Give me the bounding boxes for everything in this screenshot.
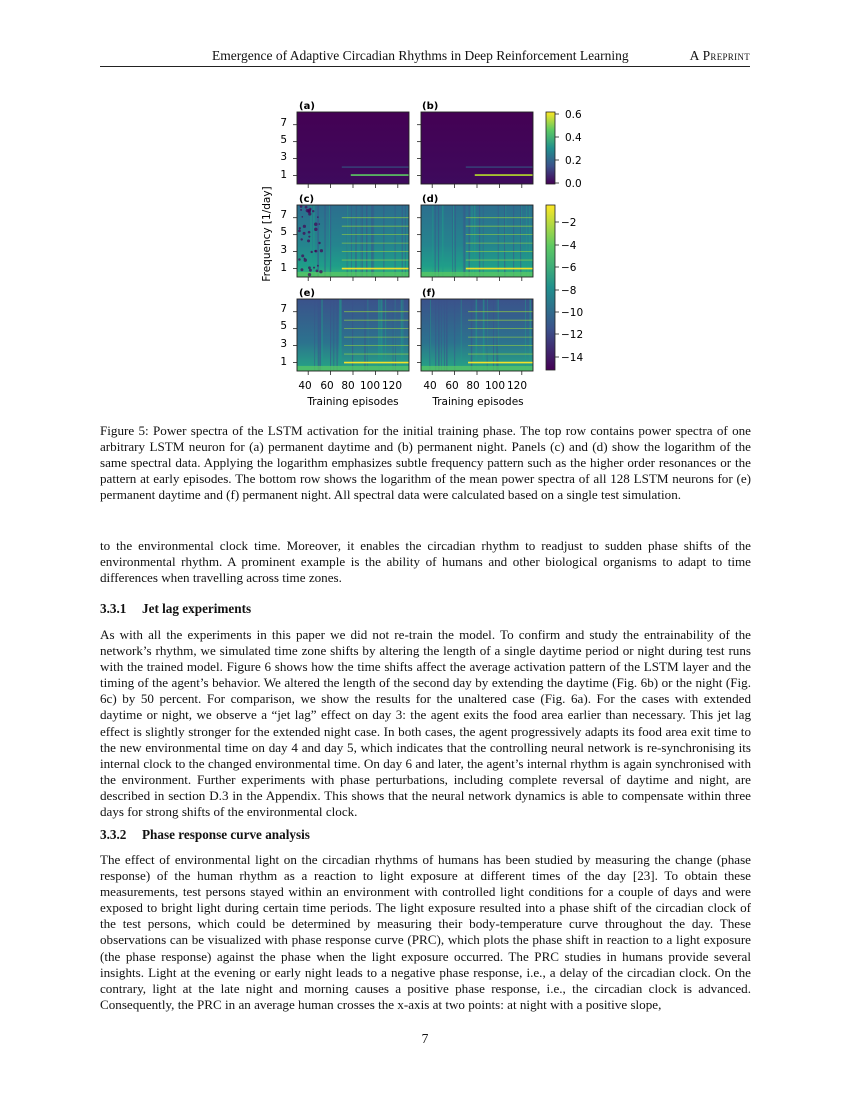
spectrogram-panel-e: [297, 299, 409, 371]
x-axis-label-right: Training episodes: [432, 396, 524, 408]
paragraph-jet-lag: As with all the experiments in this paper we did not re-train the model. To confirm and study the entrainability of the network’s rhythm, we simulated time zone shifts by altering the length of a single daytime period or night during test runs with the trained model. Figure 6 shows how the time shifts affect the average activation pattern of the LSTM layer and the timing of the agent’s behavior. We altered the length of the second day by extending the daytime (Fig. 6b) or the night (Fig. 6c) by 50 percent. For comparison, we show the results for the unaltered case (Fig. 6a). For the cases with extended daytime or night, we observe a “jet lag” effect on day 3: the agent exits the food area earlier than necessary. This jet lag effect is slightly stronger for the extended night case. In both cases, the agent progressively adapts its food area exit time to the new environmental time on day 4 and day 5, which indicates that the controlling neural network is re-synchronising its internal clock to the changed environmental time. On day 6 and later, the agent’s internal rhythm is again synchronised with the environment. Further experiments with phase perturbations, including complete reversal of daytime and night, are described in section D.3 in the Appendix. This shows that the neural network dynamics is able to compensate within three days for strong shifts of the environmental clock.: [100, 627, 751, 820]
section-heading-prc: [100, 827, 310, 843]
x-tick-label: 120: [381, 380, 403, 392]
y-tick-label: 3: [280, 338, 287, 350]
colorbar-tick-label: −4: [561, 240, 577, 252]
y-tick-label: 5: [280, 320, 287, 332]
colorbar-bottom: [546, 205, 555, 370]
x-tick-label: 80: [341, 380, 355, 392]
spectrogram-panel-f: [421, 299, 533, 371]
spectrogram-panel-a: [297, 112, 409, 184]
spectra-figure-svg: [255, 92, 595, 412]
panel-label-b: (b): [422, 101, 439, 112]
section-heading-jet-lag: [100, 601, 251, 617]
noise-dot: [298, 258, 301, 261]
noise-dot: [300, 205, 303, 208]
noise-dot: [307, 209, 311, 213]
running-header: [100, 46, 750, 67]
panel-label-e: (e): [299, 288, 315, 299]
noise-dot: [314, 228, 317, 231]
noise-dot: [318, 223, 320, 225]
noise-dot: [308, 212, 311, 215]
noise-dot: [302, 216, 304, 218]
x-tick-label: 60: [320, 380, 334, 392]
x-axis-label-left: Training episodes: [307, 396, 399, 408]
low-frequency-band: [421, 272, 533, 277]
colorbar-tick-label: 0.2: [565, 155, 582, 167]
low-frequency-band: [297, 366, 409, 371]
noise-dot: [319, 270, 322, 273]
noise-dot: [308, 266, 311, 269]
y-tick-label: 3: [280, 151, 287, 163]
y-tick-label: 1: [280, 356, 287, 368]
x-tick-label: 40: [423, 380, 437, 392]
panel-label-a: (a): [299, 101, 315, 112]
x-tick-label: 60: [445, 380, 459, 392]
colorbar-tick-label: −12: [561, 329, 584, 341]
panel-label-c: (c): [299, 194, 315, 205]
colorbar-tick-label: −10: [561, 307, 584, 319]
noise-dot: [301, 254, 304, 257]
noise-dot: [308, 236, 310, 238]
colorbar-tick-label: −2: [561, 217, 577, 229]
header-preprint-tag: A Preprint: [689, 48, 750, 63]
colorbar-tick-label: −6: [561, 262, 577, 274]
x-tick-label: 120: [506, 380, 528, 392]
low-frequency-band: [421, 366, 533, 371]
noise-dot: [318, 242, 320, 244]
noise-dot: [317, 265, 319, 267]
section-number: 3.3.2: [100, 827, 127, 842]
noise-dot: [307, 239, 310, 242]
page-number: 7: [421, 1031, 429, 1046]
noise-dot: [313, 267, 315, 269]
noise-dot: [300, 268, 303, 271]
y-tick-label: 5: [280, 134, 287, 146]
noise-dot: [300, 209, 302, 211]
noise-dot: [303, 232, 306, 235]
figure-5: [255, 92, 595, 412]
spectrogram-panel-c: [297, 205, 409, 277]
section-number: 3.3.1: [100, 601, 127, 616]
y-tick-label: 7: [280, 117, 287, 129]
noise-dot: [308, 231, 311, 234]
colorbar-top: [546, 112, 555, 184]
x-tick-label: 80: [466, 380, 480, 392]
noise-dot: [308, 273, 311, 276]
x-tick-label: 40: [298, 380, 312, 392]
low-frequency-band: [297, 272, 409, 277]
colorbar-tick-label: 0.6: [565, 109, 582, 121]
colorbar-tick-label: 0.4: [565, 132, 582, 144]
noise-dot: [309, 269, 312, 272]
colorbar-tick-label: −8: [561, 285, 577, 297]
figure-caption: Figure 5: Power spectra of the LSTM activation for the initial training phase. The top row contains power spectra of one arbitrary LSTM neuron for (a) permanent daytime and (b) permanent night. Panels (c) and (d) show the logarithm of the same spectral data. Applying the logarithm emphasizes subtle frequency pattern such as the higher order resonances or the pattern at early episodes. The bottom row shows the logarithm of the mean power spectra of all 128 LSTM neurons for (e) permanent daytime and (f) permanent night. All spectral data were calculated based on a single test simulation.: [100, 423, 751, 503]
noise-dot: [317, 216, 319, 218]
noise-dot: [304, 259, 307, 262]
noise-dot: [300, 238, 302, 240]
spectrogram-panel-d: [421, 205, 533, 277]
header-title: Emergence of Adaptive Circadian Rhythms in Deep Reinforcement Learning: [212, 48, 629, 63]
colorbar-tick-label: −14: [561, 352, 584, 364]
noise-dot: [299, 227, 301, 229]
panel-label-d: (d): [422, 194, 439, 205]
y-tick-label: 7: [280, 303, 287, 315]
panel-background: [297, 112, 409, 184]
y-tick-label: 1: [280, 169, 287, 181]
paragraph-intro: to the environmental clock time. Moreover, it enables the circadian rhythm to readjust to sudden phase shifts of the environmental rhythm. A prominent example is the ability of humans and other biological organisms to adapt to time differences when travelling across time zones.: [100, 538, 751, 586]
noise-dot: [316, 270, 319, 273]
noise-dot: [298, 230, 301, 233]
panel-label-f: (f): [422, 288, 436, 299]
section-title: Jet lag experiments: [142, 601, 252, 616]
paragraph-prc: The effect of environmental light on the circadian rhythms of humans has been studied by measuring the change (phase response) of the human rhythm as a reaction to light exposure at different times of the day [23]. To obtain these measurements, test persons stayed within an environment with controlled light conditions for a couple of days and were exposed to bright light during certain time periods. The light exposure resulted into a phase shift of the circadian clock of the test persons, which could be determined by measuring their body-temperature curve throughout the day. These observations can be visualized with phase response curve (PRC), which plots the phase shift in reaction to a light exposure (the phase response) against the phase when the light exposure occurred. The PRC studies in humans provide several insights. Light at the evening or early night leads to a negative phase response, i.e., a delay of the circadian clock. On the contrary, light at the late night and morning causes a positive phase response, i.e., the circadian clock is advanced. Consequently, the PRC in an average human crosses the x-axis at two points: at night with a positive slope,: [100, 852, 751, 1012]
colorbar-tick-label: 0.0: [565, 178, 582, 190]
panel-background: [421, 112, 533, 184]
noise-dot: [314, 222, 318, 226]
noise-dot: [310, 251, 312, 253]
section-title: Phase response curve analysis: [142, 827, 310, 842]
noise-dot: [314, 250, 316, 252]
y-tick-label: 1: [280, 262, 287, 274]
noise-dot: [305, 206, 308, 209]
x-tick-label: 100: [359, 380, 381, 392]
panel-background: [421, 205, 533, 277]
spectrogram-panel-b: [421, 112, 533, 184]
x-tick-label: 100: [484, 380, 506, 392]
y-axis-label: Frequency [1/day]: [261, 186, 273, 282]
noise-dot: [303, 225, 306, 228]
noise-dot: [312, 210, 314, 212]
y-tick-label: 7: [280, 209, 287, 221]
noise-dot: [320, 249, 323, 252]
y-tick-label: 5: [280, 226, 287, 238]
y-tick-label: 3: [280, 244, 287, 256]
